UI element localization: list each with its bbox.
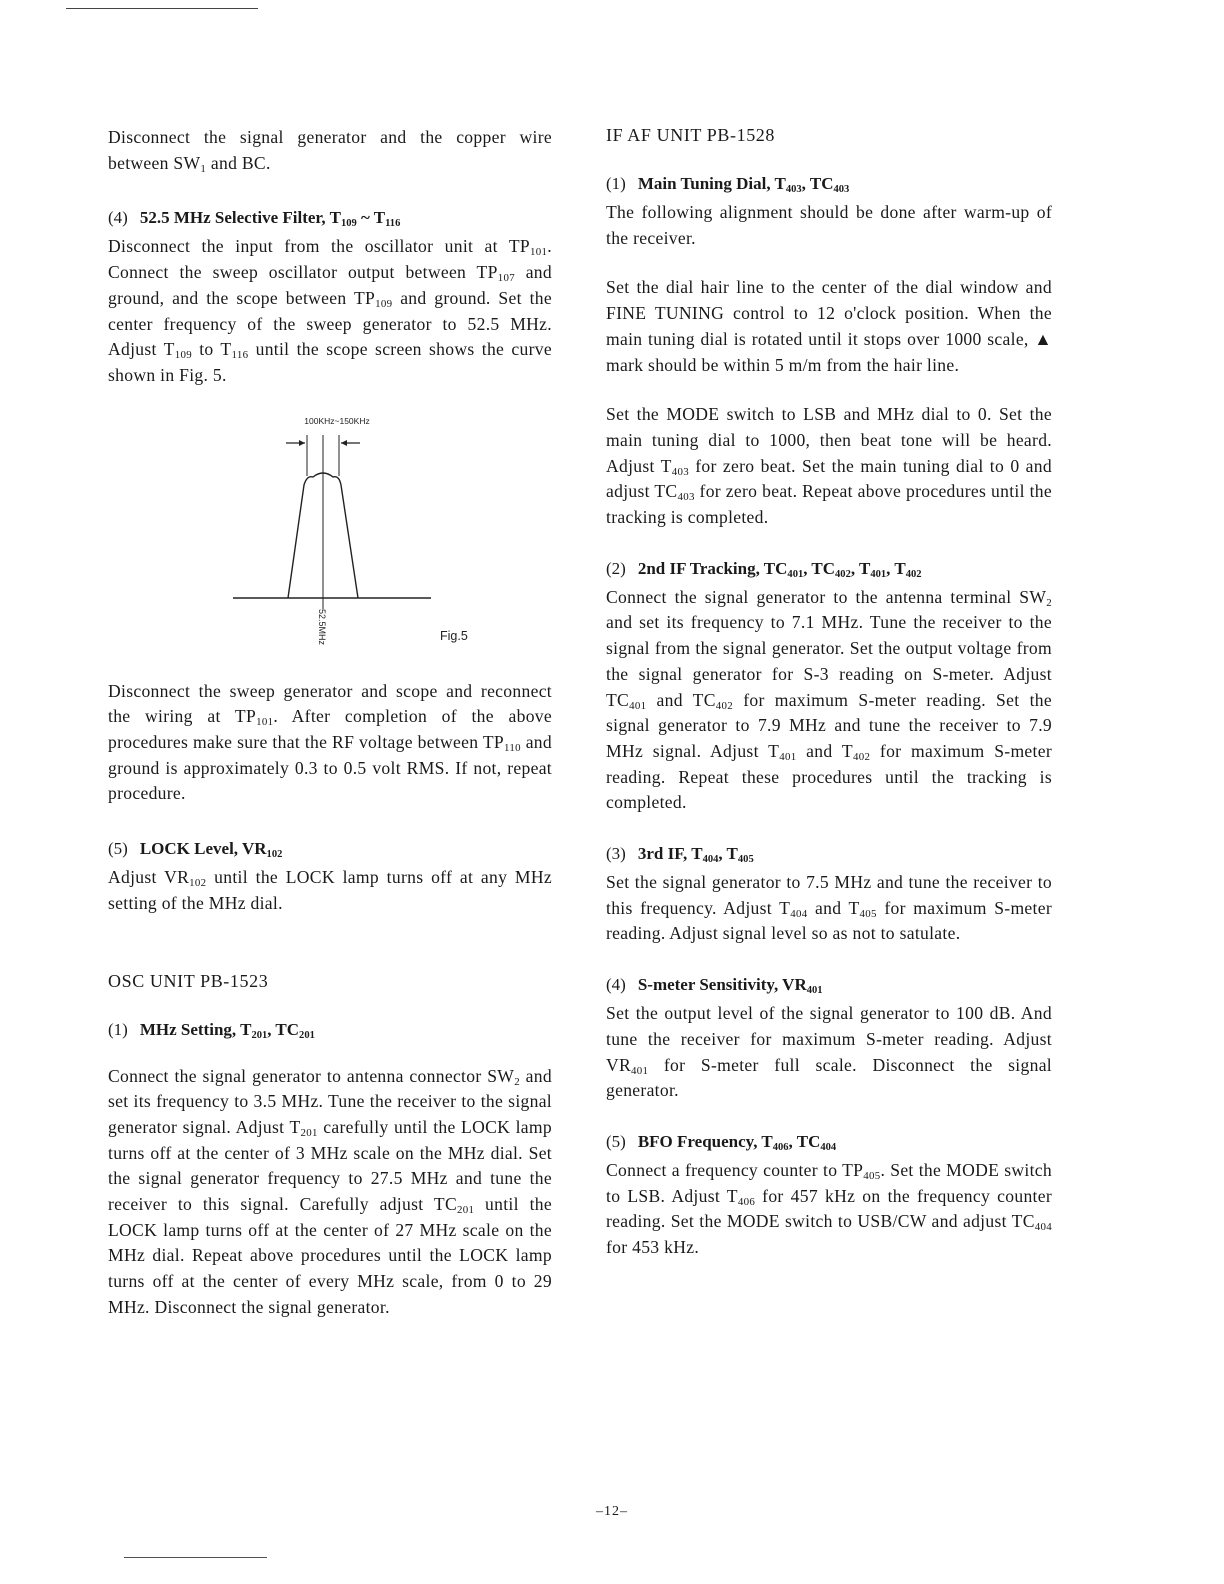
paragraph-bfo: Connect a frequency counter to $TP_{405}$. Set the MODE switch to LSB. Adjust $T_{406}$ for 457 kHz on the frequency counter reading. Set the MODE switch to USB/CW and adjust $TC_{404}$ for 453 kHz. <box>606 1159 1052 1258</box>
figure-5 <box>108 413 552 663</box>
paragraph-dial-hair-line: Set the dial hair line to the center of the dial window and FINE TUNING control to 12 o'clock position. When the main tuning dial is rotated until it stops over 1000 scale, ▲ mark should be within 5 m/m from the hair line. <box>606 277 1052 375</box>
paragraph-lock-level: Adjust $VR_{102}$ until the LOCK lamp turns off at any MHz setting of the MHz dial. <box>108 867 552 913</box>
bottom-rule <box>124 1557 267 1558</box>
paragraph-mode-lsb: Set the MODE switch to LSB and MHz dial to 0. Set the main tuning dial to 1000, then beat tone will be heard. Adjust $T_{403}$ for zero beat. Set the main tuning dial to 0 and adjust $TC_{403}$ for zero beat. Repeat above procedures until the tracking is completed. <box>606 404 1052 528</box>
paragraph-warm-up: The following alignment should be done after warm-up of the receiver. <box>606 202 1052 248</box>
section-heading-mhz-setting: (1) MHz Setting, $T_{201}$, $TC_{201}$ <box>108 1019 315 1041</box>
left-column <box>108 125 552 1321</box>
bandwidth-arrowhead-right <box>341 440 347 446</box>
center-frequency-label: 52.5MHz <box>317 608 327 645</box>
top-rule <box>66 8 258 9</box>
right-column <box>606 125 1052 1261</box>
paragraph-after-figure: Disconnect the sweep generator and scope and reconnect the wiring at $TP_{101}$. After completion of the above procedures make sure that the RF voltage between $TP_{110}$ and ground is approximately 0.3 to 0.5 volt RMS. If not, repeat procedure. <box>108 680 553 804</box>
paragraph-s-meter: Set the output level of the signal generator to 100 dB. And tune the receiver for maximum S-meter reading. Adjust $VR_{401}$ for S-meter full scale. Disconnect the signal generator. <box>606 1003 1052 1101</box>
bandwidth-arrowhead-left <box>299 440 305 446</box>
page-number: –12– <box>596 1504 628 1519</box>
section-heading-2nd-if: (2) 2nd IF Tracking, $TC_{401}$, $TC_{402}$, $T_{401}$, $T_{402}$ <box>606 558 922 580</box>
unit-heading-if-af: IF AF UNIT PB-1528 <box>606 125 775 145</box>
unit-heading-osc: OSC UNIT PB-1523 <box>108 970 269 991</box>
section-heading-3rd-if: (3) 3rd IF, $T_{404}$, $T_{405}$ <box>606 844 754 865</box>
section-heading-selective-filter: (4) 52.5 MHz Selective Filter, $T_{109}$ ~ $T_{116}$ <box>108 208 401 230</box>
bandwidth-label: 100KHz~150KHz <box>304 415 370 426</box>
paragraph-selective-filter: Disconnect the input from the oscillator unit at $TP_{101}$. Connect the sweep oscillator output between $TP_{107}$ and ground, and the scope between $TP_{109}$ and ground. Set the center frequency of the sweep generator to 52.5 MHz. Adjust $T_{109}$ to $T_{116}$ until the scope screen shows the curve shown in Fig. 5. <box>108 236 553 385</box>
paragraph-3rd-if: Set the signal generator to 7.5 MHz and tune the receiver to this frequency. Adjust $T_{404}$ and $T_{405}$ for maximum S-meter reading. Adjust signal level so as not to satulate. <box>606 872 1052 944</box>
section-heading-main-tuning: (1) Main Tuning Dial, $T_{403}$, $TC_{403}$ <box>606 174 850 195</box>
filter-response-curve <box>108 413 552 663</box>
figure-caption: Fig.5 <box>440 628 468 643</box>
paragraph-2nd-if: Connect the signal generator to the antenna terminal $SW_2$ and set its frequency to 7.1 MHz. Tune the receiver to the signal from the signal generator. Set the output voltage from the signal generator for S-3 reading on S-meter. Adjust $TC_{401}$ and $TC_{402}$ for maximum S-meter reading. Set the signal generator to 7.9 MHz and tune the receiver to 7.9 MHz signal. Adjust $T_{401}$ and $T_{402}$ for maximum S-meter reading. Repeat these procedures until the tracking is completed. <box>606 586 1052 813</box>
paragraph-disconnect-copper: Disconnect the signal generator and the copper wire between $SW_1$ and BC. <box>108 127 552 175</box>
section-heading-lock-level: (5) LOCK Level, $VR_{102}$ <box>108 839 283 861</box>
section-heading-s-meter: (4) S-meter Sensitivity, $VR_{401}$ <box>606 975 823 997</box>
section-heading-bfo: (5) BFO Frequency, $T_{406}$, $TC_{404}$ <box>606 1131 837 1153</box>
paragraph-mhz-setting: Connect the signal generator to antenna connector $SW_2$ and set its frequency to 3.5 MHz. Tune the receiver to the signal generator signal. Adjust $T_{201}$ carefully until the LOCK lamp turns off at the center of 3 MHz scale on the MHz dial. Set the signal generator frequency to 27.5 MHz and tune the receiver to this signal. Carefully adjust $TC_{201}$ until the LOCK lamp turns off at the center of 27 MHz scale on the MHz dial. Repeat above procedures until the LOCK lamp turns off at the center of every MHz scale, from 0 to 29 MHz. Disconnect the signal generator. <box>108 1065 552 1317</box>
